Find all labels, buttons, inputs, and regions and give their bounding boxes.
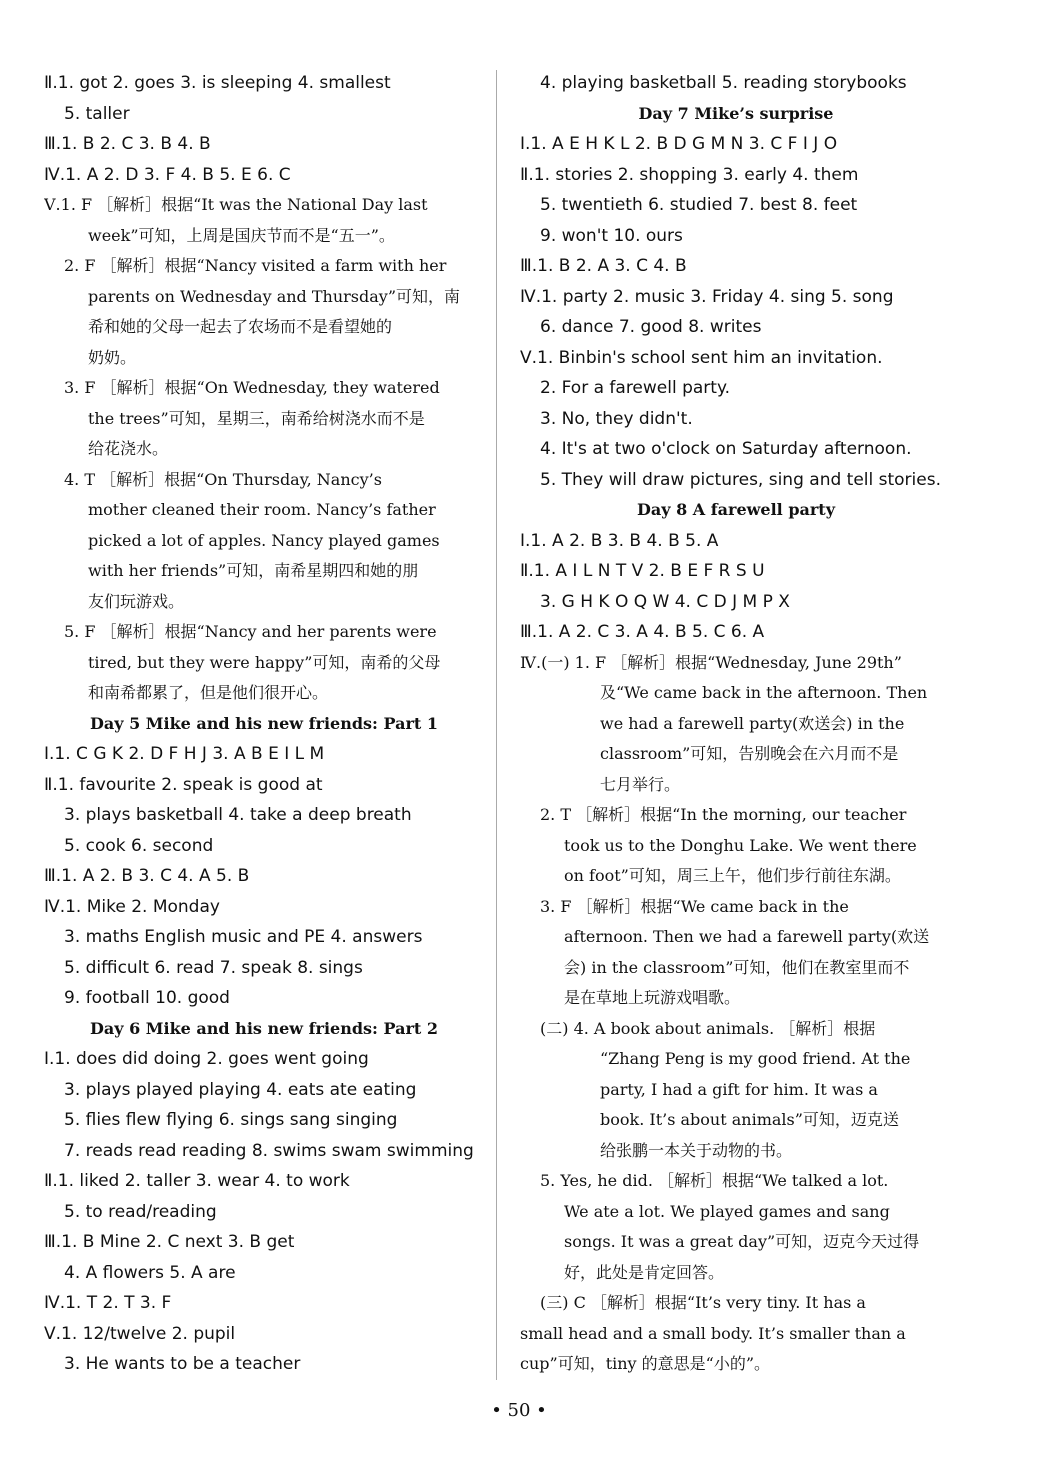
answer-line: 5. twentieth 6. studied 7. best 8. feet bbox=[540, 195, 858, 215]
answer-line: small head and a small body. It’s smaller than a bbox=[520, 1323, 906, 1343]
answer-line: We ate a lot. We played games and sang bbox=[564, 1201, 890, 1221]
answer-line: Ⅱ.1. A I L N T V 2. B E F R S U bbox=[520, 561, 765, 581]
answer-line: 5. to read/reading bbox=[64, 1201, 217, 1222]
answer-line: picked a lot of apples. Nancy played games bbox=[88, 530, 440, 550]
answer-line: (二) 4. A book about animals. ［解析］根据 bbox=[540, 1018, 876, 1038]
answer-line: 好，此处是肯定回答。 bbox=[564, 1262, 725, 1282]
answer-line: 7. reads read reading 8. swims swam swimming bbox=[64, 1140, 474, 1161]
answer-line: Ⅲ.1. B Mine 2. C next 3. B get bbox=[44, 1232, 295, 1252]
answer-line: Ⅰ.1. C G K 2. D F H J 3. A B E I L M bbox=[44, 744, 325, 764]
answer-line: took us to the Donghu Lake. We went there bbox=[564, 835, 917, 855]
answer-line: 3. G H K O Q W 4. C D J M P X bbox=[540, 591, 790, 612]
answer-line: Ⅱ.1. liked 2. taller 3. wear 4. to work bbox=[44, 1171, 350, 1191]
answer-line: Ⅱ.1. favourite 2. speak is good at bbox=[44, 774, 323, 795]
section-heading: Day 7 Mike’s surprise bbox=[638, 103, 834, 123]
answer-line: “Zhang Peng is my good friend. At the bbox=[600, 1049, 911, 1068]
right-column bbox=[520, 68, 952, 1380]
answer-line: Ⅲ.1. B 2. A 3. C 4. B bbox=[520, 256, 687, 276]
answer-line: 3. F ［解析］根据“On Wednesday, they watered bbox=[64, 378, 440, 397]
answer-line: afternoon. Then we had a farewell party(欢送 bbox=[564, 927, 930, 946]
answer-line: 3. No, they didn't. bbox=[540, 408, 693, 429]
answer-line: classroom”可知，告别晚会在六月而不是 bbox=[600, 744, 899, 763]
answer-line: 3. plays basketball 4. take a deep breath bbox=[64, 805, 412, 825]
answer-line: 3. plays played playing 4. eats ate eating bbox=[64, 1079, 417, 1100]
answer-line: 5. Yes, he did. ［解析］根据“We talked a lot. bbox=[540, 1171, 889, 1190]
answer-line: (三) C ［解析］根据“It’s very tiny. It has a bbox=[540, 1293, 866, 1312]
answer-line: cup”可知，tiny 的意思是“小的”。 bbox=[520, 1354, 771, 1373]
answer-line: Ⅴ.1. F ［解析］根据“It was the National Day last bbox=[44, 195, 428, 214]
section-heading: Day 6 Mike and his new friends: Part 2 bbox=[89, 1018, 438, 1038]
answer-line: 3. He wants to be a teacher bbox=[64, 1354, 301, 1374]
answer-line: with her friends”可知，南希星期四和她的朋 bbox=[88, 561, 419, 580]
answer-line: on foot”可知，周三上午，他们步行前往东湖。 bbox=[564, 866, 901, 885]
answer-line: 给花浇水。 bbox=[88, 439, 169, 458]
answer-line: 5. taller bbox=[64, 103, 130, 124]
answer-line: 希和她的父母一起去了农场而不是看望她的 bbox=[88, 317, 393, 336]
answer-line: Ⅲ.1. A 2. C 3. A 4. B 5. C 6. A bbox=[520, 622, 765, 642]
answer-line: 5. They will draw pictures, sing and tell stories. bbox=[540, 469, 941, 490]
answer-line: Ⅳ.1. Mike 2. Monday bbox=[44, 896, 220, 917]
answer-line: 6. dance 7. good 8. writes bbox=[540, 317, 762, 337]
answer-line: Ⅲ.1. A 2. B 3. C 4. A 5. B bbox=[44, 866, 250, 886]
answer-line: parents on Wednesday and Thursday”可知，南 bbox=[88, 286, 461, 306]
answer-line: 友们玩游戏。 bbox=[88, 591, 185, 611]
answer-line: 5. flies flew flying 6. sings sang singing bbox=[64, 1110, 398, 1130]
answer-line: Ⅳ.1. T 2. T 3. F bbox=[44, 1293, 172, 1313]
answer-line: Ⅰ.1. A E H K L 2. B D G M N 3. C F I J O bbox=[520, 134, 838, 154]
answer-line: we had a farewell party(欢送会) in the bbox=[600, 713, 905, 733]
section-heading: Day 5 Mike and his new friends: Part 1 bbox=[89, 713, 438, 733]
column-divider bbox=[496, 70, 497, 1380]
answer-line: Ⅱ.1. got 2. goes 3. is sleeping 4. smallest bbox=[44, 73, 391, 93]
answer-line: 5. difficult 6. read 7. speak 8. sings bbox=[64, 957, 363, 978]
answer-line: book. It’s about animals”可知，迈克送 bbox=[600, 1110, 899, 1129]
answer-line: 3. maths English music and PE 4. answers bbox=[64, 927, 423, 947]
answer-line: Ⅳ.1. party 2. music 3. Friday 4. sing 5. song bbox=[520, 286, 894, 307]
answer-line: 会) in the classroom”可知，他们在教室里而不 bbox=[564, 957, 910, 977]
answer-line: party, I had a gift for him. It was a bbox=[600, 1079, 878, 1099]
answer-line: songs. It was a great day”可知，迈克今天过得 bbox=[564, 1232, 920, 1251]
answer-line: Ⅴ.1. 12/twelve 2. pupil bbox=[44, 1323, 236, 1344]
answer-line: 是在草地上玩游戏唱歌。 bbox=[564, 988, 741, 1007]
answer-line: 七月举行。 bbox=[600, 774, 681, 794]
answer-line: Ⅰ.1. A 2. B 3. B 4. B 5. A bbox=[520, 530, 719, 551]
answer-line: Ⅰ.1. does did doing 2. goes went going bbox=[44, 1049, 369, 1069]
answer-line: tired, but they were happy”可知，南希的父母 bbox=[88, 652, 441, 672]
answer-line: the trees”可知，星期三，南希给树浇水而不是 bbox=[88, 408, 425, 428]
answer-line: Ⅴ.1. Binbin's school sent him an invitation. bbox=[520, 347, 883, 368]
answer-line: 4. T ［解析］根据“On Thursday, Nancy’s bbox=[64, 469, 382, 489]
section-heading: Day 8 A farewell party bbox=[636, 500, 835, 519]
page-number: • 50 • bbox=[491, 1400, 547, 1421]
answer-line: Ⅳ.(一) 1. F ［解析］根据“Wednesday, June 29th” bbox=[520, 652, 902, 672]
answer-line: Ⅲ.1. B 2. C 3. B 4. B bbox=[44, 134, 211, 154]
answer-line: 4. playing basketball 5. reading storybooks bbox=[540, 73, 907, 93]
answer-line: 和南希都累了，但是他们很开心。 bbox=[88, 683, 329, 702]
answer-line: 2. T ［解析］根据“In the morning, our teacher bbox=[540, 805, 907, 824]
left-column bbox=[44, 68, 484, 1380]
answer-line: 5. F ［解析］根据“Nancy and her parents were bbox=[64, 622, 437, 641]
answer-line: 4. It's at two o'clock on Saturday afternoon. bbox=[540, 439, 912, 459]
answer-line: Ⅱ.1. stories 2. shopping 3. early 4. them bbox=[520, 164, 859, 185]
answer-line: 奶奶。 bbox=[88, 347, 137, 367]
answer-line: 3. F ［解析］根据“We came back in the bbox=[540, 896, 849, 916]
answer-line: 9. won't 10. ours bbox=[540, 225, 683, 246]
answer-line: mother cleaned their room. Nancy’s father bbox=[88, 500, 436, 519]
answer-line: 及“We came back in the afternoon. Then bbox=[600, 683, 928, 702]
answer-line: 给张鹏一本关于动物的书。 bbox=[600, 1140, 793, 1160]
answer-line: week”可知，上周是国庆节而不是“五一”。 bbox=[88, 225, 395, 245]
answer-line: Ⅳ.1. A 2. D 3. F 4. B 5. E 6. C bbox=[44, 164, 291, 185]
answer-line: 2. F ［解析］根据“Nancy visited a farm with her bbox=[64, 256, 447, 275]
answer-line: 5. cook 6. second bbox=[64, 835, 214, 856]
answer-line: 9. football 10. good bbox=[64, 988, 230, 1008]
answer-line: 4. A flowers 5. A are bbox=[64, 1262, 236, 1283]
answer-line: 2. For a farewell party. bbox=[540, 378, 731, 398]
